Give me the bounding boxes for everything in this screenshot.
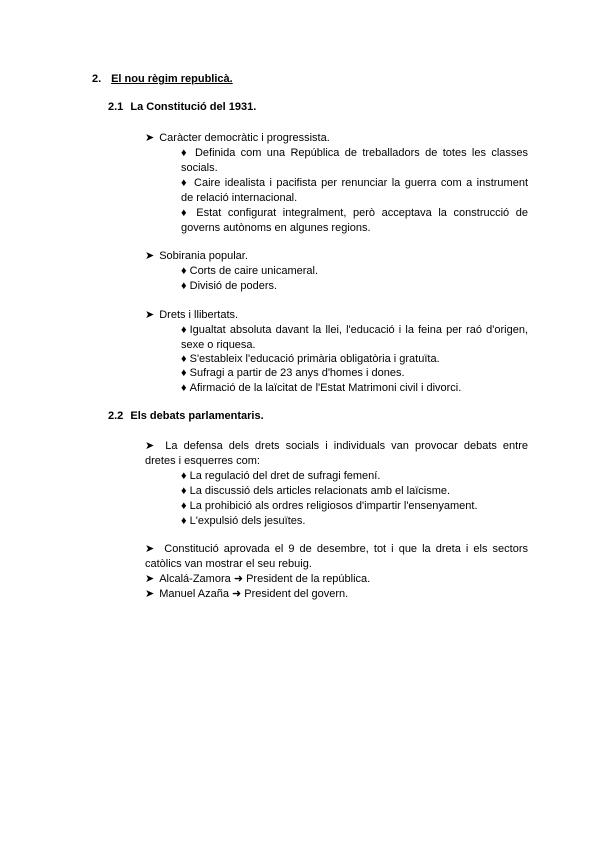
constitucio-aprovada: ➤ Constitució aprovada el 9 de desembre, tot i que la dreta i els sectors catòlics van mostrar el seu rebuig. <box>145 543 528 570</box>
diamond-bullet-icon: ♦ <box>181 470 187 482</box>
diamond-bullet-icon: ♦ <box>181 500 187 512</box>
right-arrow-icon: ➜ <box>232 588 242 600</box>
bullet-caracter: ➤ Caràcter democràtic i progressista. <box>145 132 330 144</box>
arrow-bullet-icon: ➤ <box>145 132 155 144</box>
list-item: ♦ La regulació del dret de sufragi femení. <box>181 470 381 482</box>
list-item: ♦ La prohibició als ordres religiosos d'impartir l'ensenyament. <box>181 500 478 512</box>
right-arrow-icon: ➜ <box>233 573 244 585</box>
diamond-bullet-icon: ♦ <box>181 280 187 292</box>
section-title: El nou règim republicà. <box>111 73 233 85</box>
diamond-bullet-icon: ♦ <box>181 147 187 159</box>
bullet-drets: ➤ Drets i llibertats. <box>145 309 239 321</box>
diamond-bullet-icon: ♦ <box>181 265 187 277</box>
diamond-bullet-icon: ♦ <box>181 353 187 365</box>
section-number: 2. <box>92 73 102 85</box>
list-item: ♦ L'expulsió dels jesuïtes. <box>181 515 306 527</box>
subsection-heading-2-1: 2.1 La Constitució del 1931. <box>108 101 257 113</box>
diamond-bullet-icon: ♦ <box>181 382 187 394</box>
arrow-bullet-icon: ➤ <box>145 250 155 262</box>
arrow-bullet-icon: ➤ <box>145 440 155 452</box>
list-item: ♦ Caire idealista i pacifista per renunciar la guerra com a instrument de relació internacional. <box>181 177 528 204</box>
list-item: ♦ Afirmació de la laïcitat de l'Estat Matrimoni civil i divorci. <box>181 382 462 394</box>
arrow-bullet-icon: ➤ <box>145 573 155 585</box>
list-item: ♦ Sufragi a partir de 23 anys d'homes i dones. <box>181 367 405 379</box>
president-govern: ➤ Manuel Azaña ➜ President del govern. <box>145 588 349 600</box>
list-item: ♦ Corts de caire unicameral. <box>181 265 319 277</box>
section-heading <box>92 72 233 87</box>
list-item: ♦ S'estableix l'educació primària obligatòria i gratuïta. <box>181 353 440 365</box>
list-item: ♦ La discussió dels articles relacionats amb el laïcisme. <box>181 485 451 497</box>
list-item: ♦ Estat configurat integralment, però acceptava la construcció de governs autònoms en algunes regions. <box>181 207 528 234</box>
diamond-bullet-icon: ♦ <box>181 367 187 379</box>
list-item: ♦ Divisió de poders. <box>181 280 278 292</box>
diamond-bullet-icon: ♦ <box>181 177 187 189</box>
arrow-bullet-icon: ➤ <box>145 588 155 600</box>
diamond-bullet-icon: ♦ <box>181 485 187 497</box>
president-republica: ➤ Alcalá-Zamora ➜ President de la república. <box>145 573 371 585</box>
diamond-bullet-icon: ♦ <box>181 207 187 219</box>
diamond-bullet-icon: ♦ <box>181 515 187 527</box>
subsection-heading-2-2: 2.2 Els debats parlamentaris. <box>108 410 264 422</box>
list-item: ♦ Definida com una República de treballadors de totes les classes socials. <box>181 147 528 174</box>
debats-intro: ➤ La defensa dels drets socials i individuals van provocar debats entre dretes i esquerres com: <box>145 440 529 467</box>
bullet-sobirania: ➤ Sobirania popular. <box>145 250 248 262</box>
arrow-bullet-icon: ➤ <box>145 309 155 321</box>
arrow-bullet-icon: ➤ <box>145 543 155 555</box>
diamond-bullet-icon: ♦ <box>181 324 187 336</box>
list-item: ♦ Igualtat absoluta davant la llei, l'educació i la feina per raó d'origen, sexe o riquesa. <box>181 324 528 351</box>
